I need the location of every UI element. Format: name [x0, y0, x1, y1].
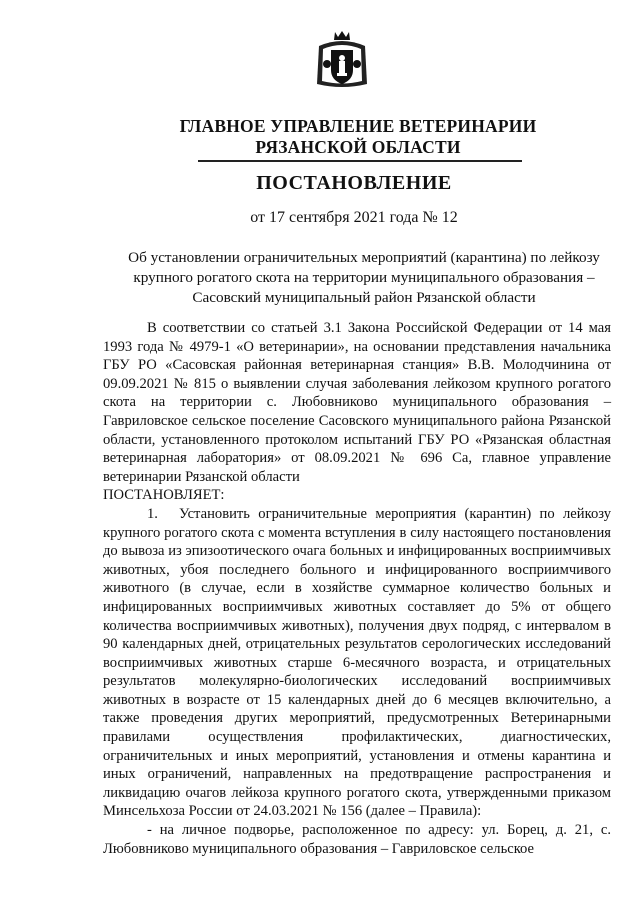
clause-1: [103, 505, 611, 821]
document-body: [103, 319, 611, 858]
document-type: ПОСТАНОВЛЕНИЕ: [256, 172, 452, 194]
ryazan-coat-of-arms-icon: [313, 28, 371, 90]
document-subject: Об установлении ограничительных мероприятий (карантина) по лейкозу крупного рогатого скота на территории муниципального образования – Сасовский муниципальный район Рязанской области: [128, 249, 600, 306]
clause-1-text: Установить ограничительные мероприятия (карантин) по лейкозу крупного рогатого скота с момента вступления в силу настоящего постановления до вывоза из эпизоотического очага больных и инфицированных восприимчивых животных, убоя последнего больного и инфицированного восприимчивого животного (в случае, если в хозяйстве суммарное количество больных и инфицированных восприимчивых животных составляет до 5% от общего количества восприимчивых животных), получения двух подряд, с интервалом в 90 календарных дней, отрицательных результатов серологических исследований восприимчивых животных старше 6-месячного возраста, и отрицательных результатов молекулярно-биологических исследований восприимчивых животных в возрасте от 15 календарных дней до 6 месяцев включительно, а также проведения других мероприятий, предусмотренных Ветеринарными правилами осуществления профилактических, диагностических, ограничительных и иных мероприятий, установления и отмены карантина и иных ограничений, направленных на предотвращение распространения и ликвидацию очагов лейкоза крупного рогатого скота, утвержденными приказом Минсельхоза России от 24.03.2021 № 156 (далее – Правила):: [103, 505, 611, 820]
organization-name-line2: РЯЗАНСКОЙ ОБЛАСТИ: [255, 137, 461, 157]
clause-1-number: 1.: [147, 505, 158, 522]
preamble-paragraph: В соответствии со статьей 3.1 Закона Российской Федерации от 14 мая 1993 года № 4979-1 «О ветеринарии», на основании представления начальника ГБУ РО «Сасовская районная ветеринарная станция» В.В. Молодчинина от 09.09.2021 № 815 о выявлении случая заболевания лейкозом крупного рогатого скота на территории с. Любовниково муниципального образования – Гавриловское сельское поселение Сасовского муниципального района Рязанской области, установленного протоколом испытаний ГБУ РО «Рязанская областная ветеринарная лаборатория» от 08.09.2021 № 696 Са, главное управление ветеринарии Рязанской области: [103, 320, 611, 485]
document-date-number: от 17 сентября 2021 года № 12: [250, 209, 458, 226]
resolves-keyword: ПОСТАНОВЛЯЕТ:: [103, 487, 225, 504]
subclause-1: - на личное подворье, расположенное по адресу: ул. Борец, д. 21, с. Любовниково муниципального образования – Гавриловское сельское: [103, 822, 611, 857]
header-divider: [198, 160, 522, 162]
organization-name-line1: ГЛАВНОЕ УПРАВЛЕНИЕ ВЕТЕРИНАРИИ: [179, 116, 537, 136]
